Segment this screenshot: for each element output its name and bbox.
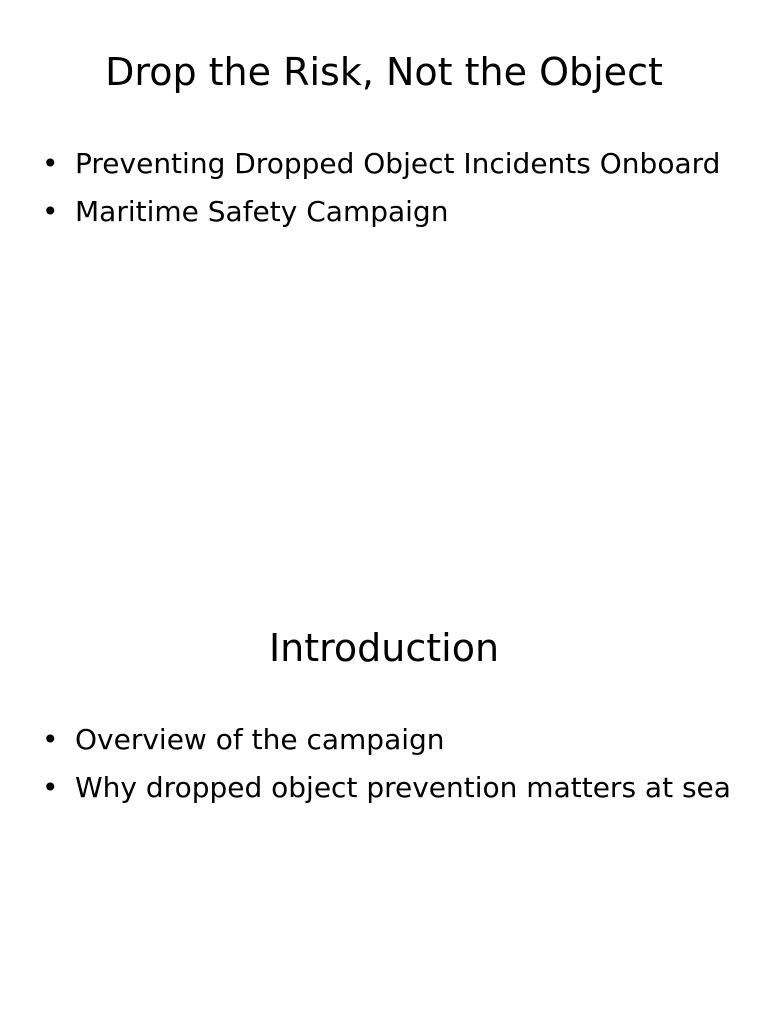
bullet-text: Maritime Safety Campaign	[75, 195, 449, 228]
bullet-icon: •	[42, 195, 59, 228]
slide-title: Introduction	[268, 626, 500, 670]
bullet-text: Why dropped object prevention matters at sea	[75, 771, 731, 804]
slide-title: Drop the Risk, Not the Object	[105, 50, 663, 94]
bullet-text: Preventing Dropped Object Incidents Onboard	[75, 147, 721, 180]
bullet-text: Overview of the campaign	[75, 723, 445, 756]
bullet-item	[42, 716, 731, 764]
slide-introduction	[0, 576, 768, 1024]
bullet-item	[42, 764, 731, 812]
bullet-item	[42, 140, 720, 188]
bullet-list	[42, 140, 720, 236]
bullet-icon: •	[42, 723, 59, 756]
bullet-item	[42, 188, 720, 236]
bullet-icon: •	[42, 771, 59, 804]
bullet-list	[42, 716, 731, 812]
bullet-icon: •	[42, 147, 59, 180]
